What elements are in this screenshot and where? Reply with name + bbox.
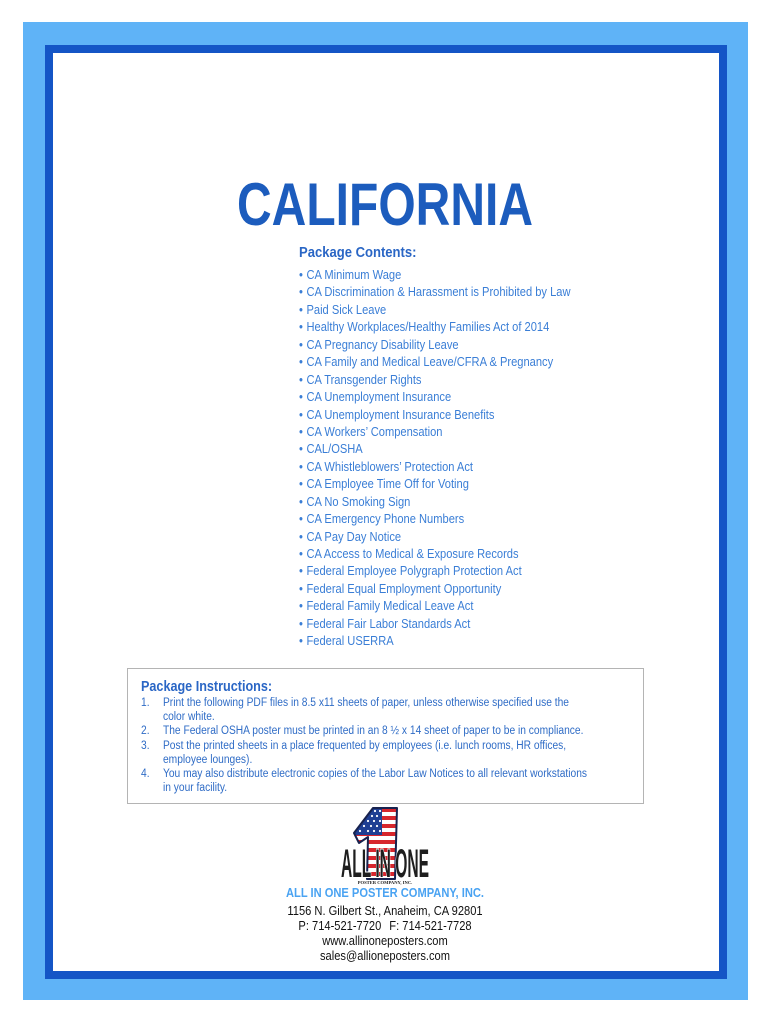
bullet: •: [299, 337, 303, 352]
contents-item-text: CA Family and Medical Leave/CFRA & Pregnancy: [306, 355, 554, 370]
bullet: •: [299, 581, 303, 596]
contents-item: [299, 459, 570, 476]
contents-item-text: CA Workers’ Compensation: [306, 424, 443, 439]
bullet: •: [299, 634, 303, 649]
instruction-line: Post the printed sheets in a place frequented by employees (i.e. lunch rooms, HR offices,: [162, 739, 567, 752]
contents-item: [299, 337, 570, 354]
contents-item-text: CA Emergency Phone Numbers: [306, 512, 465, 527]
contents-item-text: CA Pay Day Notice: [306, 529, 402, 544]
contents-item-text: CAL/OSHA: [306, 442, 363, 457]
contents-item-text: Paid Sick Leave: [306, 302, 387, 317]
instruction-number: 2.: [141, 725, 150, 738]
contents-item: [299, 354, 570, 371]
instruction-line: color white.: [162, 711, 215, 724]
bullet: •: [299, 529, 303, 544]
bullet: •: [299, 459, 303, 474]
instructions-box: [127, 668, 644, 804]
company-website: www.allinoneposters.com: [322, 934, 448, 949]
contents-item: [299, 529, 570, 546]
contents-item-text: CA Transgender Rights: [306, 372, 422, 387]
instruction-item: [141, 696, 587, 724]
instructions-list: [141, 696, 587, 795]
logo-subtitle: POSTER COMPANY, INC.: [357, 880, 413, 885]
company-phone: P: 714-521-7720: [298, 918, 382, 933]
bullet: •: [299, 372, 303, 387]
contents-item-text: Healthy Workplaces/Healthy Families Act of 2014: [306, 320, 550, 335]
bullet: •: [299, 320, 303, 335]
contents-list: [299, 267, 570, 651]
contents-item-text: CA Whistleblowers’ Protection Act: [306, 459, 473, 474]
company-email: sales@allioneposters.com: [319, 949, 451, 964]
contents-item: [299, 616, 570, 633]
contents-item-text: Federal Fair Labor Standards Act: [306, 616, 471, 631]
contents-item-text: CA No Smoking Sign: [306, 494, 411, 509]
company-contact: [42, 904, 727, 965]
contents-item: [299, 511, 570, 528]
instruction-number: 3.: [141, 739, 150, 752]
contents-item-text: Federal Equal Employment Opportunity: [306, 581, 502, 596]
instruction-line: Print the following PDF files in 8.5 x11 sheets of paper, unless otherwise specified use the: [162, 697, 570, 709]
contents-item-text: CA Access to Medical & Exposure Records: [306, 547, 519, 561]
bullet: •: [299, 285, 303, 300]
bullet: •: [299, 355, 303, 370]
contents-item: [299, 302, 570, 319]
company-logo: [330, 806, 440, 886]
instruction-text: [163, 767, 587, 795]
instruction-line: in your facility.: [162, 782, 228, 795]
contents-item: [299, 319, 570, 336]
contents-item: [299, 563, 570, 580]
logo-wordmark: ALL IN ONE: [341, 842, 429, 886]
contents-item: [299, 407, 570, 424]
contents-item-text: CA Employee Time Off for Voting: [306, 477, 469, 492]
bullet: •: [299, 390, 303, 405]
contents-item: [299, 441, 570, 458]
contents-item: [299, 476, 570, 493]
bullet: •: [299, 599, 303, 614]
page-title: CALIFORNIA: [237, 171, 533, 238]
contents-item: [299, 598, 570, 615]
instruction-item: [141, 767, 587, 795]
company-address: 1156 N. Gilbert St., Anaheim, CA 92801: [287, 903, 483, 918]
contents-item-text: Federal Employee Polygraph Protection Act: [306, 564, 522, 579]
company-fax: F: 714-521-7728: [389, 918, 472, 933]
company-name: ALL IN ONE POSTER COMPANY, INC.: [285, 886, 484, 900]
bullet: •: [299, 564, 303, 579]
bullet: •: [299, 494, 303, 509]
instruction-text: [163, 739, 566, 767]
bullet: •: [299, 547, 303, 561]
instruction-text: [163, 724, 583, 738]
contents-item: [299, 494, 570, 511]
contents-item: [299, 424, 570, 441]
instruction-item: [141, 739, 587, 767]
contents-item: [299, 633, 570, 650]
contents-item: [299, 267, 570, 284]
instruction-line: The Federal OSHA poster must be printed in an 8 ½ x 14 sheet of paper to be in compliance.: [162, 725, 584, 738]
instruction-item: [141, 724, 587, 738]
contents-item: [299, 372, 570, 389]
contents-item-text: CA Unemployment Insurance: [306, 390, 452, 405]
bullet: •: [299, 424, 303, 439]
bullet: •: [299, 442, 303, 457]
instruction-number: 4.: [141, 767, 150, 780]
bullet: •: [299, 477, 303, 492]
contents-item: [299, 284, 570, 301]
contents-item-text: CA Pregnancy Disability Leave: [306, 337, 459, 352]
contents-item-text: CA Minimum Wage: [306, 268, 402, 282]
contents-item-text: Federal Family Medical Leave Act: [306, 599, 474, 614]
contents-heading: Package Contents:: [299, 245, 417, 261]
bullet: •: [299, 268, 303, 282]
instruction-number: 1.: [141, 697, 150, 709]
contents-item-text: CA Discrimination & Harassment is Prohibited by Law: [306, 285, 571, 300]
contents-item-text: Federal USERRA: [306, 634, 394, 649]
instruction-line: employee lounges).: [162, 753, 253, 766]
instruction-text: [163, 696, 569, 724]
contents-item: [299, 581, 570, 598]
instruction-line: You may also distribute electronic copies of the Labor Law Notices to all relevant workstations: [162, 767, 588, 780]
contents-item: [299, 389, 570, 406]
bullet: •: [299, 512, 303, 527]
contents-item-text: CA Unemployment Insurance Benefits: [306, 407, 495, 422]
bullet: •: [299, 302, 303, 317]
contents-item: [299, 546, 570, 563]
bullet: •: [299, 616, 303, 631]
bullet: •: [299, 407, 303, 422]
company-phone-fax: [42, 919, 727, 934]
instructions-heading: Package Instructions:: [141, 678, 273, 695]
